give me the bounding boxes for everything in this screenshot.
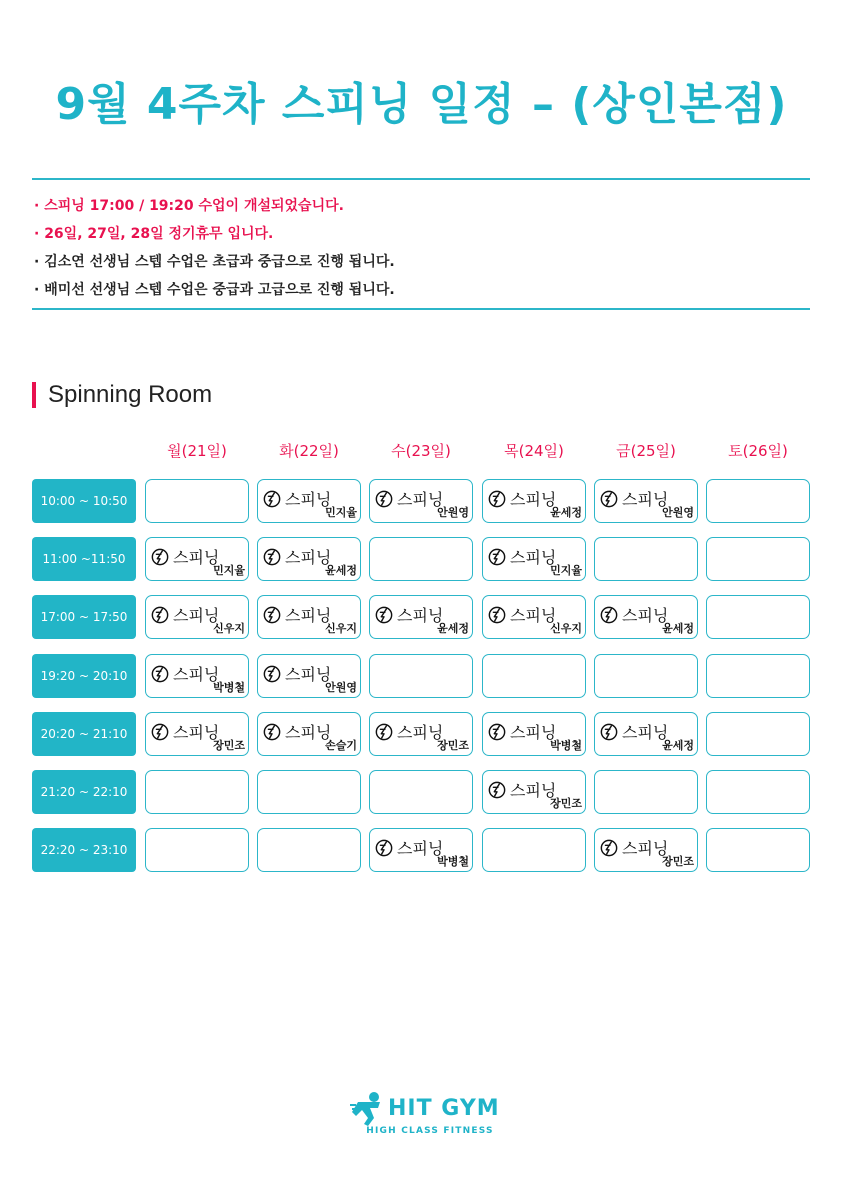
class-name: 스피닝 <box>510 723 557 742</box>
notice-line-2: · 26일, 27일, 28일 정기휴무 입니다. <box>34 226 274 242</box>
class-name: 스피닝 <box>173 665 220 684</box>
class-name: 스피닝 <box>397 723 444 742</box>
class-slot[interactable] <box>482 537 586 581</box>
class-slot[interactable] <box>145 712 249 756</box>
day-header: 금(25일) <box>616 442 676 460</box>
spinning-bike-icon <box>488 723 506 741</box>
class-name: 스피닝 <box>510 606 557 625</box>
instructor-name: 박병철 <box>437 855 469 868</box>
empty-slot <box>482 654 586 698</box>
empty-slot <box>145 770 249 814</box>
spinning-bike-icon <box>263 606 281 624</box>
instructor-name: 신우지 <box>213 622 245 635</box>
class-name: 스피닝 <box>622 839 669 858</box>
spinning-bike-icon <box>375 606 393 624</box>
empty-slot <box>706 654 810 698</box>
class-name: 스피닝 <box>510 490 557 509</box>
section-title: Spinning Room <box>32 382 212 408</box>
empty-slot <box>706 479 810 523</box>
instructor-name: 박병철 <box>213 681 245 694</box>
logo-tagline: HIGH CLASS FITNESS <box>366 1126 494 1136</box>
instructor-name: 윤세정 <box>662 739 694 752</box>
time-slot-label: 21:20 ~ 22:10 <box>32 770 136 814</box>
class-slot[interactable] <box>369 595 473 639</box>
empty-slot <box>145 479 249 523</box>
class-slot[interactable] <box>594 712 698 756</box>
spinning-bike-icon <box>488 781 506 799</box>
class-slot[interactable] <box>257 712 361 756</box>
spinning-bike-icon <box>263 723 281 741</box>
instructor-name: 신우지 <box>325 622 357 635</box>
empty-slot <box>594 654 698 698</box>
instructor-name: 박병철 <box>550 739 582 752</box>
class-name: 스피닝 <box>285 490 332 509</box>
spinning-bike-icon <box>488 490 506 508</box>
spinning-bike-icon <box>151 723 169 741</box>
class-slot[interactable] <box>482 595 586 639</box>
spinning-bike-icon <box>151 548 169 566</box>
notice-box <box>32 178 810 310</box>
class-name: 스피닝 <box>622 490 669 509</box>
notice-line-1: · 스피닝 17:00 / 19:20 수업이 개설되었습니다. <box>34 198 344 214</box>
class-slot[interactable] <box>482 712 586 756</box>
class-name: 스피닝 <box>285 606 332 625</box>
empty-slot <box>257 828 361 872</box>
empty-slot <box>706 712 810 756</box>
class-slot[interactable] <box>369 712 473 756</box>
spinning-bike-icon <box>263 665 281 683</box>
class-name: 스피닝 <box>397 606 444 625</box>
empty-slot <box>369 654 473 698</box>
class-name: 스피닝 <box>397 490 444 509</box>
notice-line-3: · 김소연 선생님 스텝 수업은 초급과 중급으로 진행 됩니다. <box>34 254 395 270</box>
day-header: 수(23일) <box>391 442 451 460</box>
time-slot-label: 19:20 ~ 20:10 <box>32 654 136 698</box>
spinning-bike-icon <box>600 606 618 624</box>
spinning-bike-icon <box>263 490 281 508</box>
day-header: 토(26일) <box>728 442 788 460</box>
class-name: 스피닝 <box>173 723 220 742</box>
spinning-bike-icon <box>375 490 393 508</box>
spinning-bike-icon <box>375 839 393 857</box>
instructor-name: 안원영 <box>662 506 694 519</box>
class-slot[interactable] <box>369 479 473 523</box>
instructor-name: 윤세정 <box>662 622 694 635</box>
logo-name: HIT GYM <box>388 1096 500 1121</box>
spinning-bike-icon <box>488 606 506 624</box>
instructor-name: 장민조 <box>213 739 245 752</box>
spinning-bike-icon <box>600 490 618 508</box>
spinning-bike-icon <box>488 548 506 566</box>
class-slot[interactable] <box>145 654 249 698</box>
time-slot-label: 22:20 ~ 23:10 <box>32 828 136 872</box>
class-slot[interactable] <box>145 595 249 639</box>
instructor-name: 안원영 <box>325 681 357 694</box>
class-name: 스피닝 <box>285 665 332 684</box>
instructor-name: 윤세정 <box>325 564 357 577</box>
class-name: 스피닝 <box>510 548 557 567</box>
class-slot[interactable] <box>594 595 698 639</box>
empty-slot <box>706 537 810 581</box>
class-slot[interactable] <box>482 770 586 814</box>
instructor-name: 장민조 <box>662 855 694 868</box>
instructor-name: 민지율 <box>550 564 582 577</box>
class-slot[interactable] <box>145 537 249 581</box>
day-header: 목(24일) <box>504 442 564 460</box>
empty-slot <box>482 828 586 872</box>
class-name: 스피닝 <box>622 606 669 625</box>
instructor-name: 윤세정 <box>437 622 469 635</box>
instructor-name: 윤세정 <box>550 506 582 519</box>
empty-slot <box>594 770 698 814</box>
empty-slot <box>145 828 249 872</box>
class-slot[interactable] <box>482 479 586 523</box>
empty-slot <box>369 537 473 581</box>
class-slot[interactable] <box>257 537 361 581</box>
spinning-bike-icon <box>151 606 169 624</box>
class-slot[interactable] <box>257 595 361 639</box>
class-slot[interactable] <box>369 828 473 872</box>
empty-slot <box>594 537 698 581</box>
instructor-name: 민지율 <box>213 564 245 577</box>
class-name: 스피닝 <box>397 839 444 858</box>
class-slot[interactable] <box>257 479 361 523</box>
instructor-name: 안원영 <box>437 506 469 519</box>
day-header: 화(22일) <box>279 442 339 460</box>
time-slot-label: 20:20 ~ 21:10 <box>32 712 136 756</box>
class-slot[interactable] <box>257 654 361 698</box>
time-slot-label: 10:00 ~ 10:50 <box>32 479 136 523</box>
instructor-name: 장민조 <box>437 739 469 752</box>
spinning-bike-icon <box>375 723 393 741</box>
class-name: 스피닝 <box>285 548 332 567</box>
empty-slot <box>706 770 810 814</box>
time-slot-label: 11:00 ~11:50 <box>32 537 136 581</box>
empty-slot <box>706 595 810 639</box>
class-slot[interactable] <box>594 479 698 523</box>
day-header: 월(21일) <box>167 442 227 460</box>
spinning-bike-icon <box>151 665 169 683</box>
class-slot[interactable] <box>594 828 698 872</box>
instructor-name: 손슬기 <box>325 739 357 752</box>
instructor-name: 장민조 <box>550 797 582 810</box>
empty-slot <box>257 770 361 814</box>
time-slot-label: 17:00 ~ 17:50 <box>32 595 136 639</box>
spinning-bike-icon <box>263 548 281 566</box>
page-title: 9월 4주차 스피닝 일정 – (상인본점) <box>55 79 788 130</box>
empty-slot <box>706 828 810 872</box>
class-name: 스피닝 <box>622 723 669 742</box>
class-name: 스피닝 <box>173 548 220 567</box>
instructor-name: 민지율 <box>325 506 357 519</box>
runner-logo-icon <box>350 1090 390 1130</box>
hitgym-logo <box>350 1090 500 1140</box>
spinning-bike-icon <box>600 839 618 857</box>
empty-slot <box>369 770 473 814</box>
spinning-bike-icon <box>600 723 618 741</box>
class-name: 스피닝 <box>510 781 557 800</box>
class-name: 스피닝 <box>285 723 332 742</box>
instructor-name: 신우지 <box>550 622 582 635</box>
notice-line-4: · 배미선 선생님 스텝 수업은 중급과 고급으로 진행 됩니다. <box>34 282 395 298</box>
class-name: 스피닝 <box>173 606 220 625</box>
